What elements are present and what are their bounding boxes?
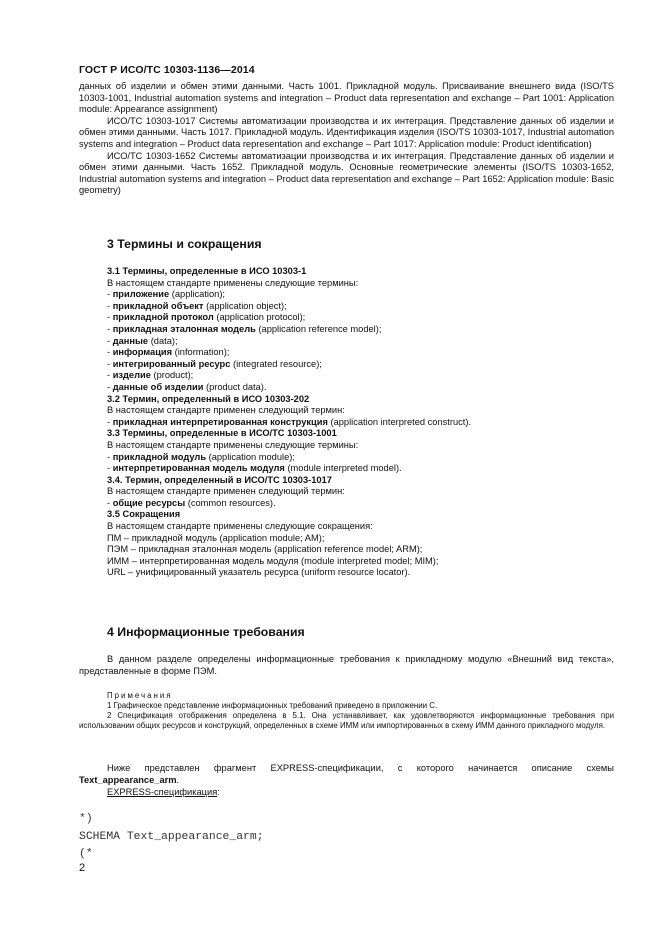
term-item: - приложение (application); xyxy=(107,289,225,300)
subsection-3-3-intro: В настоящем стандарте применены следующие термины: xyxy=(107,439,359,450)
term-item: - изделие (product); xyxy=(107,370,194,381)
term-item: - интегрированный ресурс (integrated resource); xyxy=(107,358,322,369)
reference-1652: ИСО/ТС 10303-1652 Системы автоматизации производства и их интеграция. Представление данных об изделии и обмен этими данными. Часть 1652. Прикладной модуль. Основные геометрические элементы (ISO/TS 10303-1652, Industrial automation systems and integration – Product data representation and exchange – Part 1652: Application module: Basic geometry) xyxy=(79,150,614,196)
schema-name: Text_appearance_arm xyxy=(79,774,177,785)
express-intro: Ниже представлен фрагмент EXPRESS-спецификации, с которого начинается описание схемы Text_appearance_arm. xyxy=(79,763,614,785)
notes xyxy=(79,691,614,731)
subsection-3-2-title: 3.2 Термин, определенный в ИСО 10303-202 xyxy=(107,393,310,404)
abbreviation-item: ПМ – прикладной модуль (application module; AM); xyxy=(107,532,325,543)
section-4-title: 4 Информационные требования xyxy=(107,625,305,639)
subsection-3-3-title: 3.3 Термины, определенные в ИСО/ТС 10303-1001 xyxy=(107,428,337,439)
page-number: 2 xyxy=(79,862,86,874)
subsection-3-4-intro: В настоящем стандарте применен следующий термин: xyxy=(107,486,345,497)
subsection-3-2-intro: В настоящем стандарте применен следующий термин: xyxy=(107,405,345,416)
section-3-body xyxy=(79,266,614,579)
abbreviation-item: URL – унифицированный указатель ресурса (uniform resource locator). xyxy=(107,567,411,578)
code-line: (* xyxy=(79,848,93,860)
notes-title: Примечания xyxy=(107,691,173,700)
subsection-3-4-title: 3.4. Термин, определенный в ИСО/ТС 10303-1017 xyxy=(107,474,332,485)
term-item: - прикладная интерпретированная конструкция (application interpreted construct). xyxy=(107,416,472,427)
subsection-3-1-title: 3.1 Термины, определенные в ИСО 10303-1 xyxy=(107,266,307,276)
term-item: - интерпретированная модель модуля (module interpreted model). xyxy=(107,463,402,474)
page-header: ГОСТ Р ИСО/ТС 10303-1136—2014 xyxy=(79,64,255,76)
term-item: - прикладной протокол (application protocol); xyxy=(107,312,306,323)
abbreviation-item: ПЭМ – прикладная эталонная модель (application reference model; ARM); xyxy=(107,544,423,555)
section-3-title: 3 Термины и сокращения xyxy=(107,237,262,251)
term-list-3-1 xyxy=(79,289,614,393)
code-line: *) xyxy=(79,813,93,825)
express-label: EXPRESS-спецификация: xyxy=(107,787,220,797)
subsection-3-5-title: 3.5 Сокращения xyxy=(107,509,181,520)
reference-1017: ИСО/ТС 10303-1017 Системы автоматизации производства и их интеграция. Представление данных об изделии и обмен этими данными. Часть 1017. Прикладной модуль. Идентификация изделия (ISO/TS 10303-1017, Industrial automation systems and integration – Product data representation and exchange – Part 1017: Application module: Product identification) xyxy=(79,115,614,149)
term-item: - данные (data); xyxy=(107,335,178,346)
term-item: - информация (information); xyxy=(107,347,230,358)
term-item: - прикладной модуль (application module); xyxy=(107,451,295,462)
reference-1001: данных об изделии и обмен этими данными. Часть 1001. Прикладной модуль. Присваивание внешнего вида (ISO/TS 10303-1001, Industrial automation systems and integration – Product data representation and exchange – Part 1001: Application module: Appearance assignment) xyxy=(79,81,614,115)
subsection-3-1-intro: В настоящем стандарте применены следующие термины: xyxy=(107,277,359,288)
express-code xyxy=(79,811,264,864)
term-item: - данные об изделии (product data). xyxy=(107,381,267,392)
note-1: 1 Графическое представление информационных требований приведено в приложении С. xyxy=(107,701,438,710)
term-item: - общие ресурсы (common resources). xyxy=(107,497,276,508)
note-2: 2 Спецификация отображения определена в 5.1. Она устанавливает, как удовлетворяются информационные требования при использовании общих ресурсов и конструкций, определенных в схеме ИММ или импортированных в схему ИММ данного прикладного модуля. xyxy=(79,711,614,730)
subsection-3-5-intro: В настоящем стандарте применены следующие сокращения: xyxy=(107,521,373,532)
section-4-intro: В данном разделе определены информационные требования к прикладному модулю «Внешний вид текста», представленные в форме ПЭМ. xyxy=(79,654,614,676)
term-item: - прикладной объект (application object); xyxy=(107,300,287,311)
term-item: - прикладная эталонная модель (application reference model); xyxy=(107,323,382,334)
abbreviation-item: ИММ – интерпретированная модель модуля (module interpreted model; MIM); xyxy=(107,555,439,566)
code-line: SCHEMA Text_appearance_arm; xyxy=(79,830,264,843)
normative-references xyxy=(79,81,614,197)
